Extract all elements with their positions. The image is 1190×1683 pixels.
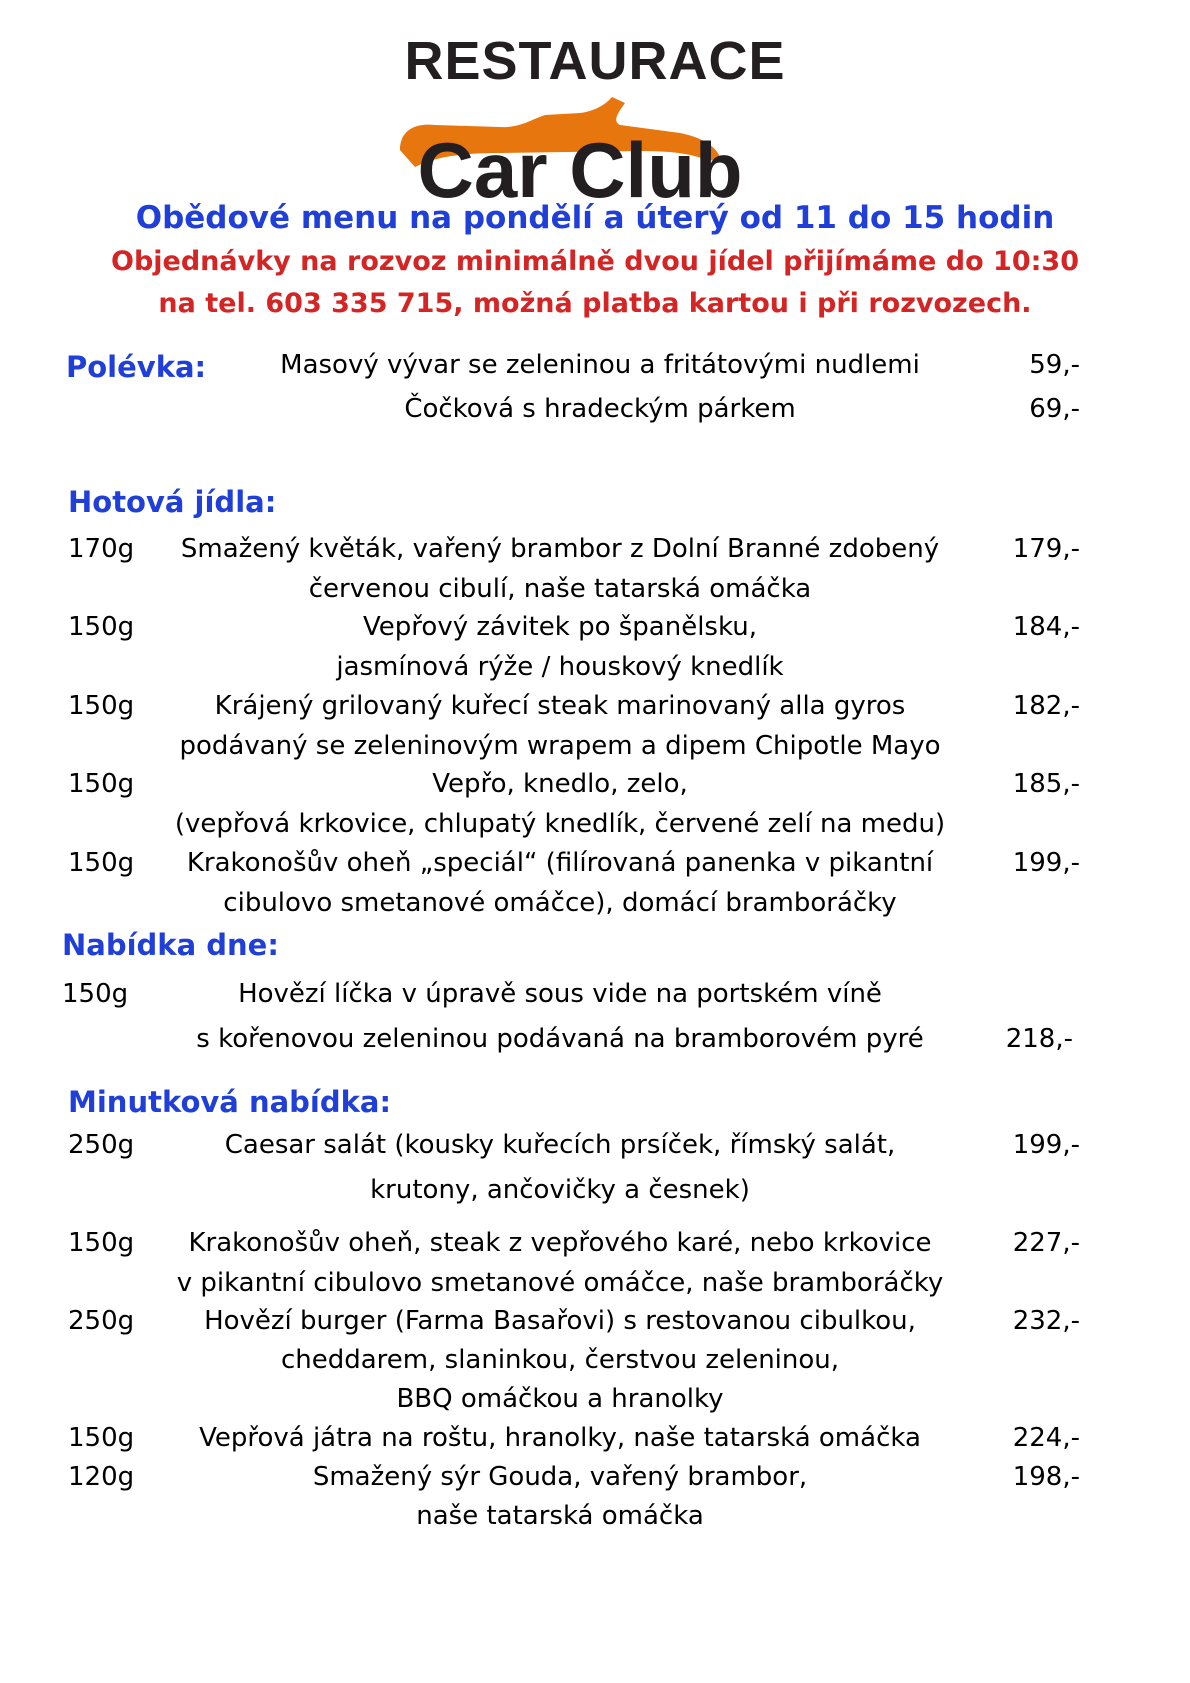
item-description: Caesar salát (kousky kuřecích prsíček, římský salát, [224, 1130, 896, 1160]
item-weight: 250g [68, 1306, 135, 1336]
item-weight: 150g [68, 1228, 135, 1258]
menu-item [0, 1304, 1190, 1338]
item-description-line [0, 1382, 1190, 1416]
item-description: Hovězí líčka v úpravě sous vide na portském víně [238, 979, 882, 1009]
item-description: Masový vývar se zeleninou a fritátovými nudlemi [280, 350, 920, 380]
menu-item [0, 532, 1190, 566]
item-description: BBQ omáčkou a hranolky [396, 1384, 724, 1414]
item-description: Čočková s hradeckým párkem [404, 394, 796, 424]
item-description: (vepřová krkovice, chlupatý knedlík, červené zelí na medu) [174, 809, 946, 839]
car-club-logo [380, 95, 780, 215]
menu-item [0, 1460, 1190, 1494]
item-price: 218,- [1005, 1024, 1073, 1054]
item-price: 184,- [1012, 612, 1080, 642]
restaurant-title: RESTAURACE [404, 31, 786, 91]
menu-item [0, 767, 1190, 801]
item-description: cheddarem, slaninkou, čerstvou zeleninou, [280, 1345, 840, 1375]
item-description: jasmínová rýže / houskový knedlík [336, 652, 784, 682]
item-price: 227,- [1012, 1228, 1080, 1258]
item-description: Krakonošův oheň, steak z vepřového karé, nebo krkovice [188, 1228, 932, 1258]
item-weight: 170g [68, 534, 135, 564]
item-price: 179,- [1012, 534, 1080, 564]
item-weight: 150g [68, 769, 135, 799]
item-description-line [0, 572, 1190, 606]
item-weight: 150g [68, 612, 135, 642]
menu-item [0, 846, 1190, 880]
item-description: Smažený sýr Gouda, vařený brambor, [312, 1462, 808, 1492]
item-description: Vepřový závitek po španělsku, [363, 612, 757, 642]
section-heading-minute: Minutková nabídka: [68, 1085, 392, 1119]
item-description-line [0, 886, 1190, 920]
section-heading-mains: Hotová jídla: [68, 485, 277, 519]
menu-item [0, 1226, 1190, 1260]
menu-item [0, 610, 1190, 644]
item-price: 69,- [1029, 394, 1080, 424]
item-description-line [0, 650, 1190, 684]
item-description: Krakonošův oheň „speciál“ (filírovaná panenka v pikantní [186, 848, 934, 878]
item-description: krutony, ančovičky a česnek) [370, 1175, 750, 1205]
item-weight: 150g [68, 691, 135, 721]
item-description-line [0, 1343, 1190, 1377]
item-weight: 150g [68, 1423, 135, 1453]
menu-item [0, 392, 1190, 426]
item-price: 232,- [1012, 1306, 1080, 1336]
item-description: v pikantní cibulovo smetanové omáčce, naše bramboráčky [176, 1268, 944, 1298]
menu-item [0, 348, 1190, 382]
item-price: 199,- [1012, 848, 1080, 878]
menu-item [0, 1128, 1190, 1162]
item-description: Smažený květák, vařený brambor z Dolní Branné zdobený [180, 534, 940, 564]
menu-item [0, 1421, 1190, 1455]
item-description: naše tatarská omáčka [416, 1501, 704, 1531]
item-description-line [0, 1266, 1190, 1300]
item-price: 198,- [1012, 1462, 1080, 1492]
item-description-line [0, 807, 1190, 841]
section-heading-daily: Nabídka dne: [62, 928, 279, 962]
item-description: Hovězí burger (Farma Basařovi) s restovanou cibulkou, [204, 1306, 916, 1336]
item-price: 185,- [1012, 769, 1080, 799]
logo-text: Car Club [417, 126, 743, 214]
item-description-line [0, 1499, 1190, 1533]
item-description: cibulovo smetanové omáčce), domácí bramboráčky [223, 888, 897, 918]
item-description: Vepřová játra na roštu, hranolky, naše tatarská omáčka [199, 1423, 921, 1453]
item-description-line [0, 729, 1190, 763]
item-weight: 150g [62, 979, 129, 1009]
item-description: Vepřo, knedlo, zelo, [432, 769, 688, 799]
intro-line-phone: na tel. 603 335 715, možná platba kartou i při rozvozech. [158, 288, 1032, 319]
item-description: Krájený grilovaný kuřecí steak marinovaný alla gyros [214, 691, 906, 721]
item-weight: 120g [68, 1462, 135, 1492]
item-description: červenou cibulí, naše tatarská omáčka [308, 574, 812, 604]
item-price: 224,- [1012, 1423, 1080, 1453]
section-heading-soup: Polévka: [66, 350, 207, 384]
menu-item [0, 689, 1190, 723]
item-weight: 250g [68, 1130, 135, 1160]
item-description-line [0, 1022, 1190, 1056]
item-description-line [0, 1173, 1190, 1207]
item-description: podávaný se zeleninovým wrapem a dipem Chipotle Mayo [179, 731, 941, 761]
item-weight: 150g [68, 848, 135, 878]
item-description: s kořenovou zeleninou podávaná na bramborovém pyré [196, 1024, 924, 1054]
menu-item [0, 977, 1190, 1011]
item-price: 59,- [1029, 350, 1080, 380]
intro-line-orders: Objednávky na rozvoz minimálně dvou jídel přijímáme do 10:30 [111, 246, 1079, 277]
item-price: 199,- [1012, 1130, 1080, 1160]
item-price: 182,- [1012, 691, 1080, 721]
intro-line-hours: Obědové menu na pondělí a úterý od 11 do 15 hodin [135, 200, 1055, 236]
